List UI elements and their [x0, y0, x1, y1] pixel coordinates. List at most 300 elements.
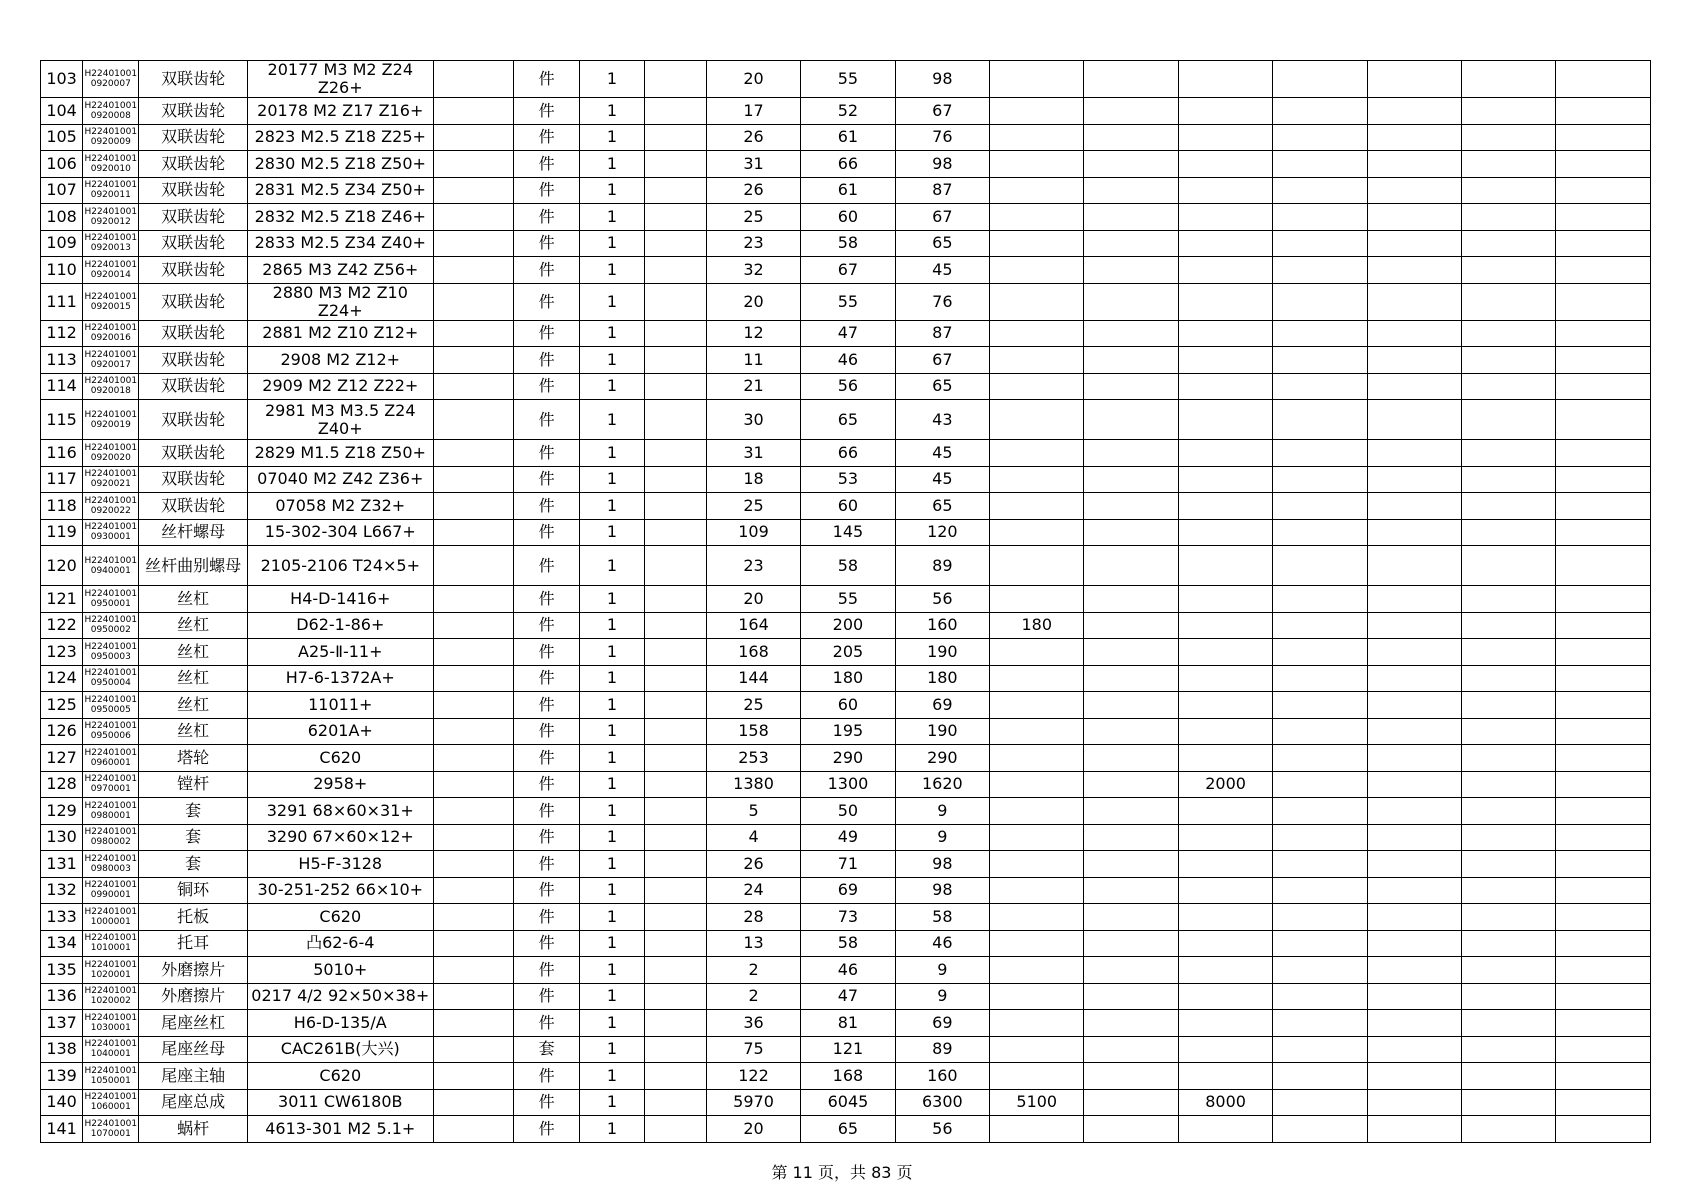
price-cell-1: 26	[706, 851, 800, 878]
blank-cell	[1556, 1010, 1651, 1037]
row-number-cell: 116	[41, 440, 83, 467]
row-number-cell: 118	[41, 493, 83, 520]
blank-cell	[1462, 61, 1556, 98]
blank-cell	[1556, 824, 1651, 851]
row-number-cell: 109	[41, 230, 83, 257]
blank-cell	[1367, 124, 1461, 151]
price-cell-4	[990, 877, 1084, 904]
blank-cell	[1556, 957, 1651, 984]
quantity-cell: 1	[580, 639, 644, 666]
unit-cell: 件	[514, 519, 580, 546]
row-number-cell: 123	[41, 639, 83, 666]
price-cell-6	[1178, 983, 1272, 1010]
blank-cell	[433, 493, 513, 520]
price-cell-4	[990, 373, 1084, 400]
item-code-cell: H22401001 0960001	[83, 745, 139, 772]
price-cell-2: 55	[801, 61, 895, 98]
price-cell-1: 30	[706, 400, 800, 440]
price-cell-2: 60	[801, 493, 895, 520]
unit-cell: 件	[514, 177, 580, 204]
price-cell-4: 180	[990, 612, 1084, 639]
blank-cell	[644, 347, 706, 374]
table-row	[41, 177, 1651, 204]
blank-cell	[1367, 824, 1461, 851]
item-spec-cell: H7-6-1372A+	[247, 665, 433, 692]
row-number-cell: 133	[41, 904, 83, 931]
price-cell-2: 58	[801, 230, 895, 257]
row-number-cell: 128	[41, 771, 83, 798]
row-number-cell: 119	[41, 519, 83, 546]
blank-cell	[1367, 151, 1461, 178]
item-spec-cell: 3291 68×60×31+	[247, 798, 433, 825]
price-cell-5	[1084, 61, 1178, 98]
blank-cell	[644, 257, 706, 284]
blank-cell	[1367, 1089, 1461, 1116]
price-cell-6	[1178, 257, 1272, 284]
item-spec-cell: 15-302-304 L667+	[247, 519, 433, 546]
blank-cell	[644, 1010, 706, 1037]
blank-cell	[433, 151, 513, 178]
blank-cell	[644, 692, 706, 719]
price-cell-1: 32	[706, 257, 800, 284]
unit-cell: 件	[514, 230, 580, 257]
blank-cell	[1273, 904, 1367, 931]
price-cell-4	[990, 586, 1084, 613]
price-cell-4	[990, 283, 1084, 320]
price-cell-2: 55	[801, 586, 895, 613]
price-cell-3: 120	[895, 519, 989, 546]
price-cell-6	[1178, 930, 1272, 957]
item-name-cell: 外磨擦片	[139, 983, 247, 1010]
item-code-cell: H22401001 0920018	[83, 373, 139, 400]
blank-cell	[644, 665, 706, 692]
item-code-cell: H22401001 0980003	[83, 851, 139, 878]
item-code-cell: H22401001 0950002	[83, 612, 139, 639]
blank-cell	[433, 665, 513, 692]
unit-cell: 件	[514, 824, 580, 851]
row-number-cell: 114	[41, 373, 83, 400]
price-cell-5	[1084, 466, 1178, 493]
table-row	[41, 930, 1651, 957]
item-name-cell: 尾座丝母	[139, 1036, 247, 1063]
blank-cell	[1367, 320, 1461, 347]
blank-cell	[644, 1063, 706, 1090]
blank-cell	[433, 440, 513, 467]
price-cell-2: 58	[801, 546, 895, 586]
table-row	[41, 639, 1651, 666]
price-cell-3: 76	[895, 124, 989, 151]
row-number-cell: 107	[41, 177, 83, 204]
item-code-cell: H22401001 1070001	[83, 1116, 139, 1143]
item-name-cell: 双联齿轮	[139, 283, 247, 320]
price-cell-4	[990, 824, 1084, 851]
quantity-cell: 1	[580, 612, 644, 639]
row-number-cell: 125	[41, 692, 83, 719]
blank-cell	[644, 1116, 706, 1143]
item-name-cell: 丝杠	[139, 692, 247, 719]
price-cell-1: 20	[706, 1116, 800, 1143]
quantity-cell: 1	[580, 204, 644, 231]
item-code-cell: H22401001 0920017	[83, 347, 139, 374]
price-cell-6	[1178, 1036, 1272, 1063]
price-cell-2: 1300	[801, 771, 895, 798]
blank-cell	[1367, 957, 1461, 984]
blank-cell	[1367, 1063, 1461, 1090]
table-row	[41, 798, 1651, 825]
price-cell-1: 253	[706, 745, 800, 772]
quantity-cell: 1	[580, 745, 644, 772]
quantity-cell: 1	[580, 1010, 644, 1037]
blank-cell	[1367, 283, 1461, 320]
blank-cell	[1273, 745, 1367, 772]
blank-cell	[644, 493, 706, 520]
price-cell-3: 58	[895, 904, 989, 931]
price-cell-5	[1084, 1036, 1178, 1063]
item-spec-cell: 07040 M2 Z42 Z36+	[247, 466, 433, 493]
item-code-cell: H22401001 0920016	[83, 320, 139, 347]
blank-cell	[1367, 204, 1461, 231]
price-cell-5	[1084, 692, 1178, 719]
blank-cell	[644, 1036, 706, 1063]
item-spec-cell: D62-1-86+	[247, 612, 433, 639]
price-cell-4	[990, 639, 1084, 666]
table-row	[41, 1089, 1651, 1116]
price-cell-4	[990, 177, 1084, 204]
price-cell-6	[1178, 586, 1272, 613]
item-code-cell: H22401001 0920007	[83, 61, 139, 98]
price-cell-3: 76	[895, 283, 989, 320]
blank-cell	[1367, 639, 1461, 666]
blank-cell	[1273, 718, 1367, 745]
blank-cell	[1273, 612, 1367, 639]
item-spec-cell: 6201A+	[247, 718, 433, 745]
price-cell-1: 20	[706, 283, 800, 320]
blank-cell	[433, 904, 513, 931]
blank-cell	[1462, 546, 1556, 586]
table-row	[41, 1116, 1651, 1143]
blank-cell	[1367, 400, 1461, 440]
row-number-cell: 106	[41, 151, 83, 178]
blank-cell	[1273, 230, 1367, 257]
price-cell-2: 67	[801, 257, 895, 284]
quantity-cell: 1	[580, 177, 644, 204]
blank-cell	[1556, 466, 1651, 493]
price-cell-5	[1084, 230, 1178, 257]
unit-cell: 件	[514, 665, 580, 692]
price-cell-5	[1084, 347, 1178, 374]
row-number-cell: 134	[41, 930, 83, 957]
quantity-cell: 1	[580, 665, 644, 692]
table-row	[41, 519, 1651, 546]
item-spec-cell: H6-D-135/A	[247, 1010, 433, 1037]
item-spec-cell: 11011+	[247, 692, 433, 719]
blank-cell	[644, 204, 706, 231]
unit-cell: 件	[514, 586, 580, 613]
blank-cell	[1556, 1063, 1651, 1090]
blank-cell	[1556, 98, 1651, 125]
item-name-cell: 套	[139, 798, 247, 825]
quantity-cell: 1	[580, 257, 644, 284]
blank-cell	[1367, 612, 1461, 639]
item-spec-cell: 3011 CW6180B	[247, 1089, 433, 1116]
item-spec-cell: A25-Ⅱ-11+	[247, 639, 433, 666]
price-cell-5	[1084, 257, 1178, 284]
table-row	[41, 1063, 1651, 1090]
unit-cell: 件	[514, 466, 580, 493]
row-number-cell: 115	[41, 400, 83, 440]
blank-cell	[1367, 1116, 1461, 1143]
blank-cell	[1556, 851, 1651, 878]
blank-cell	[1273, 98, 1367, 125]
blank-cell	[433, 692, 513, 719]
unit-cell: 件	[514, 983, 580, 1010]
price-cell-3: 9	[895, 957, 989, 984]
blank-cell	[1556, 230, 1651, 257]
blank-cell	[433, 612, 513, 639]
blank-cell	[644, 957, 706, 984]
table-row	[41, 586, 1651, 613]
price-cell-2: 121	[801, 1036, 895, 1063]
row-number-cell: 122	[41, 612, 83, 639]
quantity-cell: 1	[580, 61, 644, 98]
blank-cell	[644, 824, 706, 851]
blank-cell	[1273, 440, 1367, 467]
unit-cell: 件	[514, 1089, 580, 1116]
price-cell-5	[1084, 493, 1178, 520]
blank-cell	[644, 771, 706, 798]
blank-cell	[433, 851, 513, 878]
price-cell-3: 160	[895, 1063, 989, 1090]
price-cell-5	[1084, 400, 1178, 440]
item-spec-cell: 2829 M1.5 Z18 Z50+	[247, 440, 433, 467]
row-number-cell: 103	[41, 61, 83, 98]
unit-cell: 件	[514, 283, 580, 320]
price-cell-2: 58	[801, 930, 895, 957]
blank-cell	[433, 824, 513, 851]
table-row	[41, 1010, 1651, 1037]
item-code-cell: H22401001 0950006	[83, 718, 139, 745]
blank-cell	[433, 1010, 513, 1037]
price-cell-6	[1178, 124, 1272, 151]
unit-cell: 件	[514, 493, 580, 520]
price-cell-2: 60	[801, 692, 895, 719]
price-cell-5	[1084, 665, 1178, 692]
price-cell-4	[990, 1116, 1084, 1143]
blank-cell	[1462, 798, 1556, 825]
price-cell-6	[1178, 373, 1272, 400]
item-spec-cell: 2908 M2 Z12+	[247, 347, 433, 374]
item-spec-cell: 2880 M3 M2 Z10 Z24+	[247, 283, 433, 320]
price-cell-4	[990, 320, 1084, 347]
table-row	[41, 745, 1651, 772]
blank-cell	[1273, 1116, 1367, 1143]
price-cell-3: 56	[895, 1116, 989, 1143]
blank-cell	[1462, 177, 1556, 204]
blank-cell	[1556, 400, 1651, 440]
item-code-cell: H22401001 0950003	[83, 639, 139, 666]
price-cell-5	[1084, 771, 1178, 798]
price-cell-5	[1084, 586, 1178, 613]
item-name-cell: 丝杆曲别螺母	[139, 546, 247, 586]
price-cell-3: 89	[895, 546, 989, 586]
item-spec-cell: CAC261B(大兴)	[247, 1036, 433, 1063]
quantity-cell: 1	[580, 904, 644, 931]
price-cell-6	[1178, 493, 1272, 520]
blank-cell	[1556, 320, 1651, 347]
blank-cell	[1556, 373, 1651, 400]
quantity-cell: 1	[580, 283, 644, 320]
price-cell-1: 122	[706, 1063, 800, 1090]
blank-cell	[644, 983, 706, 1010]
price-cell-4	[990, 151, 1084, 178]
blank-cell	[1367, 665, 1461, 692]
blank-cell	[1556, 257, 1651, 284]
price-cell-4	[990, 230, 1084, 257]
item-name-cell: 双联齿轮	[139, 257, 247, 284]
table-row	[41, 1036, 1651, 1063]
item-spec-cell: 30-251-252 66×10+	[247, 877, 433, 904]
price-cell-6	[1178, 612, 1272, 639]
table-row	[41, 204, 1651, 231]
item-code-cell: H22401001 0920020	[83, 440, 139, 467]
table-body	[41, 61, 1651, 1143]
item-code-cell: H22401001 0920010	[83, 151, 139, 178]
price-cell-1: 20	[706, 61, 800, 98]
row-number-cell: 117	[41, 466, 83, 493]
price-cell-3: 65	[895, 493, 989, 520]
blank-cell	[1273, 957, 1367, 984]
row-number-cell: 127	[41, 745, 83, 772]
item-spec-cell: 2831 M2.5 Z34 Z50+	[247, 177, 433, 204]
blank-cell	[1462, 124, 1556, 151]
blank-cell	[1462, 519, 1556, 546]
price-cell-6: 8000	[1178, 1089, 1272, 1116]
blank-cell	[1273, 798, 1367, 825]
blank-cell	[1556, 440, 1651, 467]
item-code-cell: H22401001 0980001	[83, 798, 139, 825]
table-row	[41, 851, 1651, 878]
price-cell-2: 61	[801, 177, 895, 204]
price-cell-6	[1178, 1116, 1272, 1143]
price-cell-4	[990, 61, 1084, 98]
unit-cell: 件	[514, 257, 580, 284]
item-name-cell: 铜环	[139, 877, 247, 904]
unit-cell: 件	[514, 745, 580, 772]
price-cell-4	[990, 347, 1084, 374]
price-cell-1: 4	[706, 824, 800, 851]
blank-cell	[1556, 493, 1651, 520]
price-cell-1: 164	[706, 612, 800, 639]
price-cell-3: 46	[895, 930, 989, 957]
item-code-cell: H22401001 0920008	[83, 98, 139, 125]
blank-cell	[644, 639, 706, 666]
blank-cell	[433, 1089, 513, 1116]
blank-cell	[644, 440, 706, 467]
price-cell-1: 75	[706, 1036, 800, 1063]
blank-cell	[433, 283, 513, 320]
blank-cell	[433, 204, 513, 231]
blank-cell	[1556, 745, 1651, 772]
blank-cell	[1462, 851, 1556, 878]
blank-cell	[433, 320, 513, 347]
quantity-cell: 1	[580, 400, 644, 440]
unit-cell: 件	[514, 1116, 580, 1143]
price-cell-4	[990, 851, 1084, 878]
blank-cell	[433, 230, 513, 257]
blank-cell	[1273, 519, 1367, 546]
item-name-cell: 双联齿轮	[139, 61, 247, 98]
blank-cell	[1462, 204, 1556, 231]
row-number-cell: 124	[41, 665, 83, 692]
blank-cell	[1273, 665, 1367, 692]
blank-cell	[1462, 257, 1556, 284]
blank-cell	[433, 798, 513, 825]
price-cell-4	[990, 466, 1084, 493]
item-code-cell: H22401001 1040001	[83, 1036, 139, 1063]
price-cell-2: 55	[801, 283, 895, 320]
price-cell-1: 36	[706, 1010, 800, 1037]
blank-cell	[1462, 1036, 1556, 1063]
item-spec-cell: C620	[247, 745, 433, 772]
item-spec-cell: 凸62-6-4	[247, 930, 433, 957]
price-cell-5	[1084, 824, 1178, 851]
price-cell-6	[1178, 957, 1272, 984]
unit-cell: 件	[514, 440, 580, 467]
price-cell-2: 81	[801, 1010, 895, 1037]
blank-cell	[644, 124, 706, 151]
price-cell-5	[1084, 1063, 1178, 1090]
blank-cell	[1273, 1036, 1367, 1063]
table-row	[41, 493, 1651, 520]
price-cell-2: 195	[801, 718, 895, 745]
price-cell-3: 9	[895, 798, 989, 825]
price-cell-3: 98	[895, 61, 989, 98]
price-cell-3: 56	[895, 586, 989, 613]
item-spec-cell: 2833 M2.5 Z34 Z40+	[247, 230, 433, 257]
price-cell-4	[990, 1010, 1084, 1037]
price-cell-4	[990, 798, 1084, 825]
price-cell-6	[1178, 639, 1272, 666]
blank-cell	[644, 877, 706, 904]
row-number-cell: 131	[41, 851, 83, 878]
price-cell-2: 61	[801, 124, 895, 151]
item-name-cell: 双联齿轮	[139, 466, 247, 493]
price-cell-1: 158	[706, 718, 800, 745]
blank-cell	[1556, 877, 1651, 904]
unit-cell: 件	[514, 546, 580, 586]
price-cell-6	[1178, 665, 1272, 692]
item-spec-cell: 07058 M2 Z32+	[247, 493, 433, 520]
blank-cell	[1462, 957, 1556, 984]
blank-cell	[433, 466, 513, 493]
price-cell-3: 190	[895, 639, 989, 666]
blank-cell	[1367, 1036, 1461, 1063]
price-cell-6	[1178, 546, 1272, 586]
blank-cell	[433, 61, 513, 98]
price-cell-2: 168	[801, 1063, 895, 1090]
blank-cell	[1462, 639, 1556, 666]
price-cell-3: 290	[895, 745, 989, 772]
blank-cell	[1462, 1010, 1556, 1037]
blank-cell	[1462, 347, 1556, 374]
blank-cell	[1462, 718, 1556, 745]
item-code-cell: H22401001 0920015	[83, 283, 139, 320]
table-row	[41, 612, 1651, 639]
item-spec-cell: 2958+	[247, 771, 433, 798]
blank-cell	[433, 1116, 513, 1143]
quantity-cell: 1	[580, 824, 644, 851]
item-name-cell: 套	[139, 851, 247, 878]
